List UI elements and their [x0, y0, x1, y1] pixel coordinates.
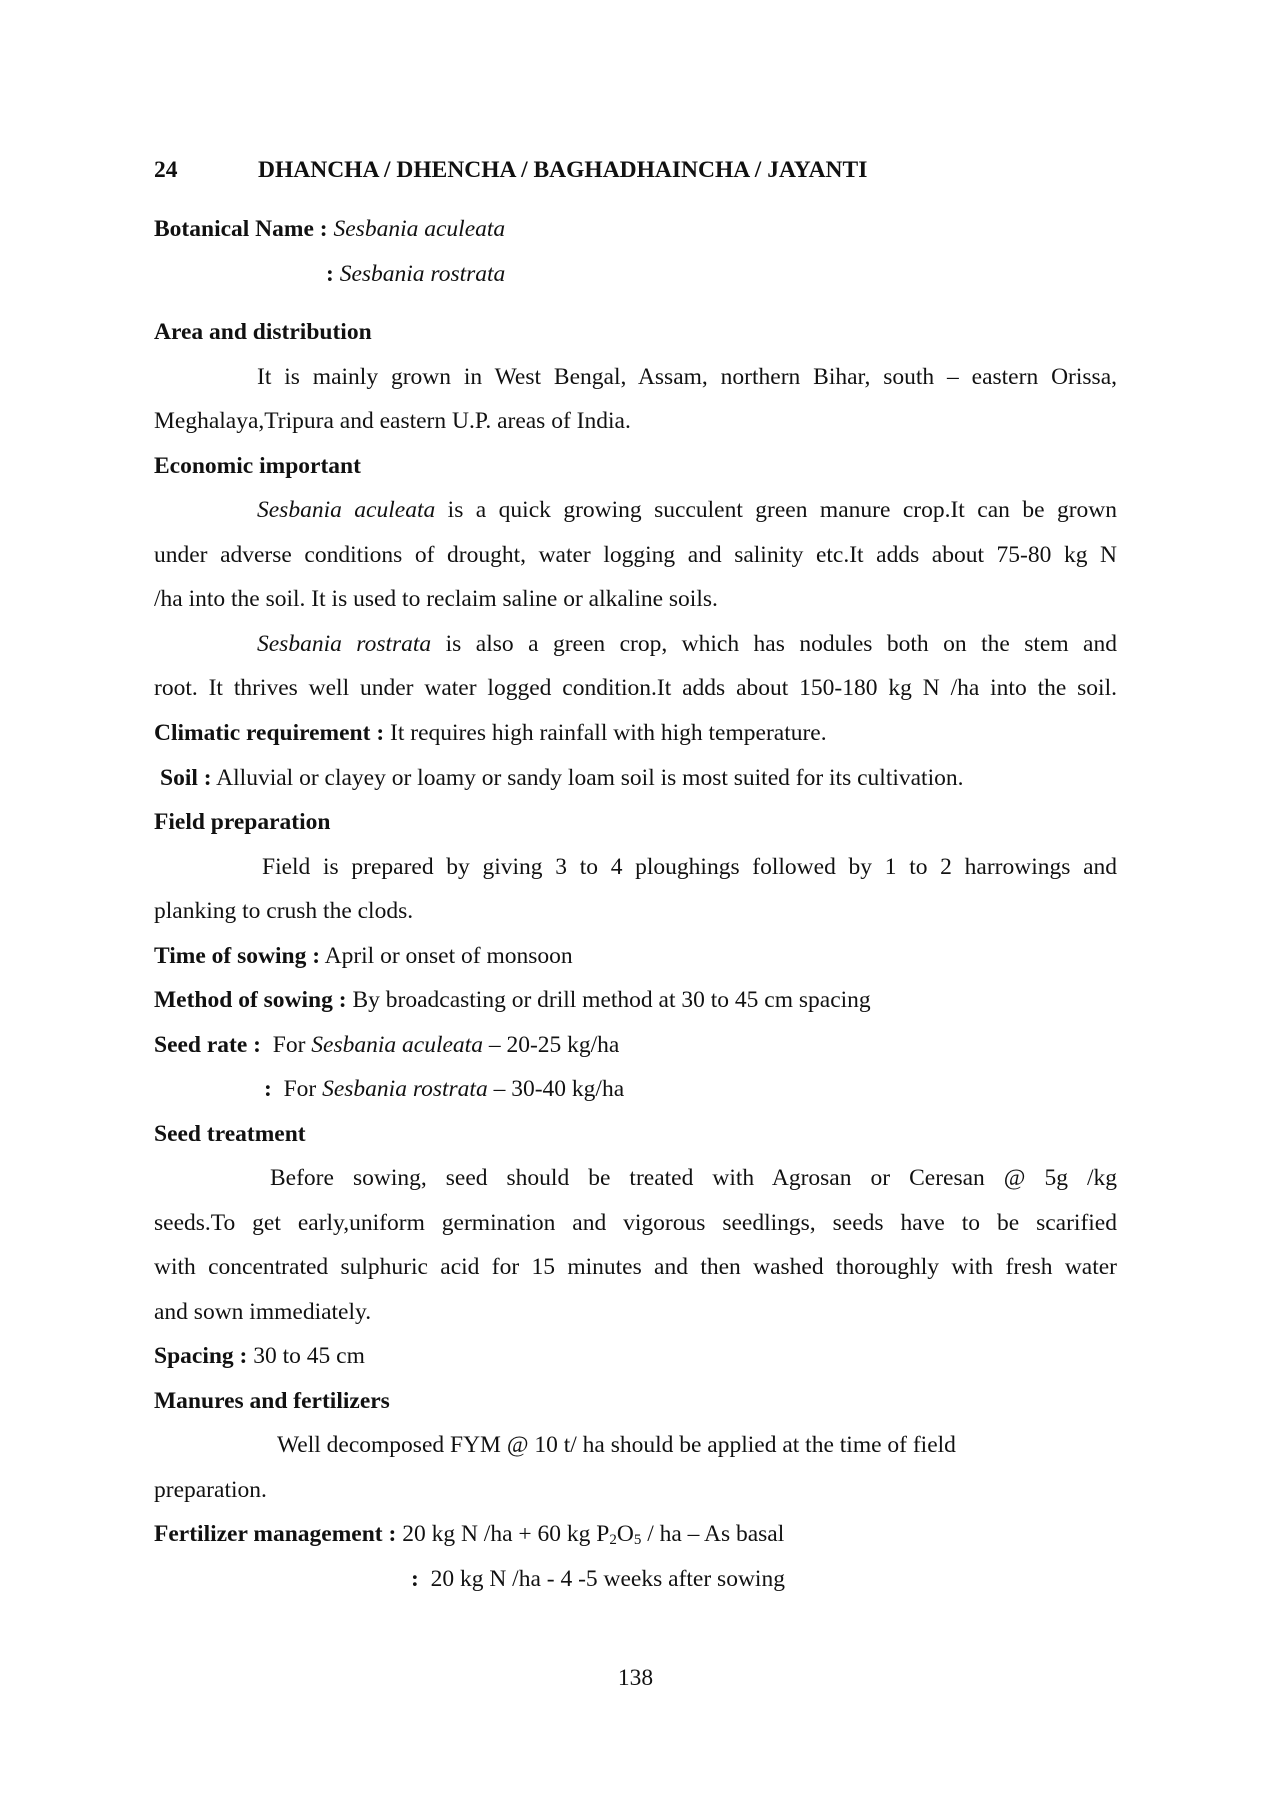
- seed-rate-row-2: : For Sesbania rostrata – 30-40 kg/ha: [264, 1076, 625, 1102]
- spacing-label: Spacing :: [154, 1343, 248, 1369]
- manures-line-1: Well decomposed FYM @ 10 t/ ha should be applied at the time of field: [277, 1432, 956, 1458]
- economic-p2-line-2: root. It thrives well under water logged condition.It adds about 150-180 kg N /ha into the soil.: [154, 675, 1117, 701]
- economic-p1-line-2: under adverse conditions of drought, water logging and salinity etc.It adds about 75-80 kg N: [154, 542, 1117, 568]
- species-rostrata: Sesbania rostrata: [257, 631, 432, 657]
- area-heading: Area and distribution: [154, 319, 372, 345]
- field-preparation-line-2: planking to crush the clods.: [154, 898, 414, 924]
- botanical-name-2: Sesbania rostrata: [339, 261, 506, 287]
- spacing-value: 30 to 45 cm: [247, 1343, 365, 1369]
- fertilizer-management-value-2: 20 kg N /ha - 4 -5 weeks after sowing: [430, 1566, 785, 1592]
- soil-label: Soil :: [160, 765, 212, 791]
- seed-rate-label: Seed rate :: [154, 1032, 262, 1058]
- botanical-separator: :: [326, 261, 334, 287]
- botanical-name-row-1: [154, 215, 1117, 243]
- manures-line-2: preparation.: [154, 1477, 267, 1503]
- fertilizer-management-label: Fertilizer management :: [154, 1521, 397, 1547]
- economic-heading: Economic important: [154, 453, 361, 479]
- seed-rate-value-1: – 20-25 kg/ha: [482, 1032, 620, 1058]
- soil-row: [160, 764, 1123, 792]
- botanical-name-row-2: [326, 260, 505, 288]
- area-text-line-1: It is mainly grown in West Bengal, Assam, northern Bihar, south – eastern Orissa,: [257, 364, 1117, 390]
- economic-p2-line-1: Sesbania rostrata is also a green crop, which has nodules both on the stem and: [257, 631, 1117, 657]
- botanical-name-1: Sesbania aculeata: [333, 216, 506, 242]
- seed-treatment-line-4: and sown immediately.: [154, 1299, 372, 1325]
- time-of-sowing-value: April or onset of monsoon: [320, 943, 573, 969]
- seed-treatment-heading: Seed treatment: [154, 1121, 306, 1147]
- manures-heading: Manures and fertilizers: [154, 1388, 390, 1414]
- seed-rate-row-1: Seed rate : For Sesbania aculeata – 20-25 kg/ha: [154, 1032, 620, 1058]
- method-of-sowing-label: Method of sowing :: [154, 987, 347, 1013]
- climatic-row: [154, 719, 1117, 747]
- area-text-line-2: Meghalaya,Tripura and eastern U.P. areas of India.: [154, 408, 631, 434]
- economic-p1-line-3: /ha into the soil. It is used to reclaim saline or alkaline soils.: [154, 586, 718, 612]
- climatic-label: Climatic requirement :: [154, 720, 385, 746]
- fertilizer-management-row-2: : 20 kg N /ha - 4 -5 weeks after sowing: [411, 1566, 785, 1592]
- seed-rate-species-2: Sesbania rostrata: [322, 1076, 488, 1102]
- field-preparation-line-1: Field is prepared by giving 3 to 4 ploughings followed by 1 to 2 harrowings and: [262, 854, 1117, 880]
- time-of-sowing-label: Time of sowing :: [154, 943, 321, 969]
- botanical-name-label: Botanical Name :: [154, 216, 328, 242]
- species-aculeata: Sesbania aculeata: [257, 497, 436, 523]
- time-of-sowing-row: [154, 942, 1117, 970]
- spacing-row: [154, 1342, 1117, 1370]
- chapter-number: 24: [154, 157, 178, 183]
- seed-treatment-line-1: Before sowing, seed should be treated with Agrosan or Ceresan @ 5g /kg: [270, 1165, 1117, 1191]
- method-of-sowing-row: [154, 986, 1117, 1014]
- seed-treatment-line-3: with concentrated sulphuric acid for 15 minutes and then washed thoroughly with fresh water: [154, 1254, 1117, 1280]
- seed-rate-species-1: Sesbania aculeata: [311, 1032, 483, 1058]
- economic-p1-line-1: Sesbania aculeata is a quick growing succulent green manure crop.It can be grown: [257, 497, 1117, 523]
- climatic-value: It requires high rainfall with high temperature.: [384, 720, 827, 746]
- seed-rate-value-2: – 30-40 kg/ha: [487, 1076, 625, 1102]
- chapter-title: DHANCHA / DHENCHA / BAGHADHAINCHA / JAYANTI: [258, 157, 868, 183]
- field-preparation-heading: Field preparation: [154, 809, 331, 835]
- page-number: 138: [617, 1665, 654, 1691]
- fertilizer-management-row-1: Fertilizer management : 20 kg N /ha + 60 kg $P_2O_5$ / ha – As basal: [154, 1521, 785, 1548]
- seed-treatment-line-2: seeds.To get early,uniform germination and vigorous seedlings, seeds have to be scarified: [154, 1210, 1117, 1236]
- method-of-sowing-value: By broadcasting or drill method at 30 to 45 cm spacing: [346, 987, 871, 1013]
- soil-value: Alluvial or clayey or loamy or sandy loam soil is most suited for its cultivation.: [211, 765, 964, 791]
